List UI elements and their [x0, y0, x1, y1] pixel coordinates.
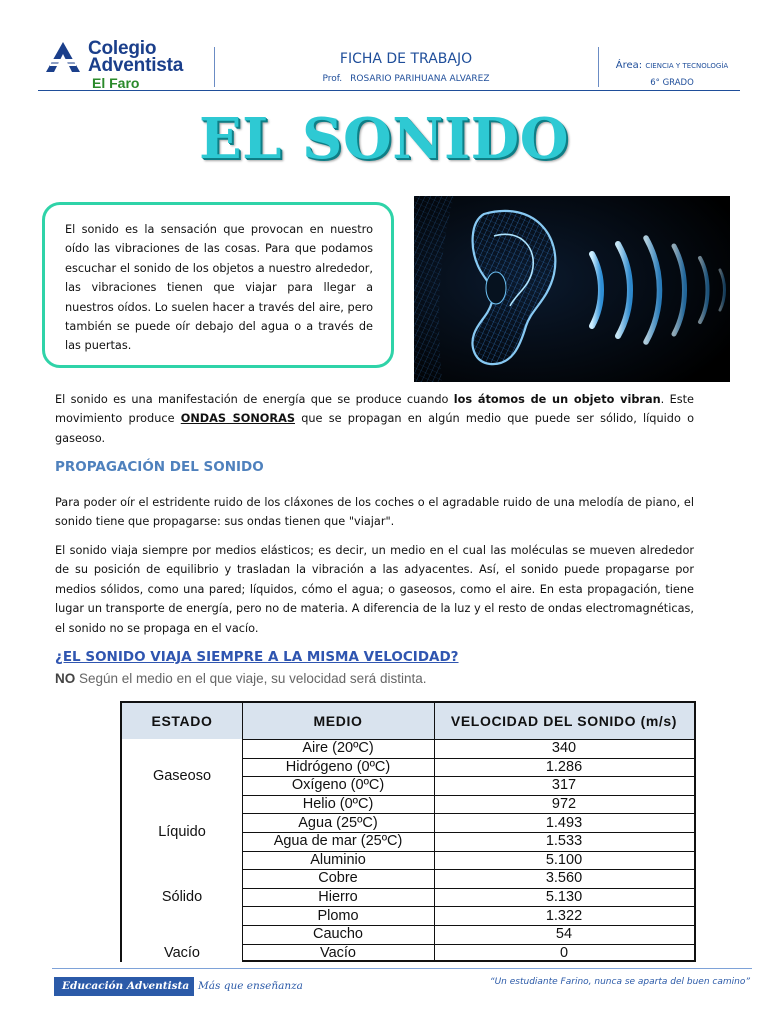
footer-tagline: Más que enseñanza — [198, 980, 303, 992]
speed-cell: 1.533 — [545, 833, 583, 850]
medium-cell: Caucho — [313, 926, 363, 943]
table-gridline — [242, 776, 694, 777]
state-cell: Gaseoso — [122, 739, 242, 813]
heading-speed-question: ¿EL SONIDO VIAJA SIEMPRE A LA MISMA VELOCIDAD? — [55, 649, 459, 665]
p1-text-c: . Este movimiento produce — [55, 393, 695, 426]
heading-propagation: PROPAGACIÓN DEL SONIDO — [55, 459, 264, 475]
speed-answer — [55, 671, 426, 686]
medium-cell: Agua de mar (25ºC) — [273, 833, 403, 850]
footer-badge: Educación Adventista — [54, 977, 194, 996]
teacher-name: ROSARIO PARIHUANA ALVAREZ — [350, 74, 490, 84]
column-header: VELOCIDAD DEL SONIDO (m/s) — [434, 703, 694, 739]
medium-cell: Agua (25ºC) — [298, 814, 378, 831]
school-name-line1: Colegio — [88, 38, 157, 59]
header-divider — [214, 47, 215, 87]
state-cell: Vacío — [122, 944, 242, 963]
speed-cell: 1.322 — [545, 907, 583, 924]
grade-label: 6° GRADO — [650, 78, 694, 88]
footer-quote: “Un estudiante Farino, nunca se aparta del buen camino” — [489, 977, 750, 987]
speed-cell: 3.560 — [545, 870, 583, 887]
teacher-label: Prof. — [322, 74, 343, 84]
table-gridline — [242, 925, 694, 926]
medium-cell: Hidrógeno (0ºC) — [285, 758, 391, 775]
paragraph-propagation-intro: Para poder oír el estridente ruido de los cláxones de los coches o el agradable ruido de una melodía de piano, el sonido tiene que propagarse: sus ondas tienen que "viajar". — [55, 496, 694, 529]
header-rule — [38, 90, 740, 91]
speed-cell: 317 — [551, 777, 577, 794]
table-gridline — [242, 888, 694, 889]
medium-cell: Cobre — [318, 870, 358, 887]
p1-bold-sound-waves: ONDAS SONORAS — [180, 412, 295, 426]
medium-cell: Aire (20ºC) — [302, 740, 374, 757]
column-header: MEDIO — [242, 703, 434, 739]
speed-cell: 54 — [555, 926, 573, 943]
speed-cell: 1.286 — [545, 758, 583, 775]
medium-cell: Vacío — [319, 944, 356, 961]
speed-table — [120, 701, 696, 962]
area-label: Área: — [615, 60, 643, 71]
p1-text-a: El sonido es una manifestación de energía que se produce cuando — [55, 393, 454, 406]
state-cell: Sólido — [122, 851, 242, 944]
answer-no: NO — [55, 671, 76, 686]
p1-text-e: que se propagan en algún medio que puede ser sólido, líquido o gaseoso. — [55, 412, 694, 445]
column-header: ESTADO — [122, 703, 242, 739]
speed-cell: 972 — [551, 796, 577, 813]
table-gridline — [242, 906, 694, 907]
speed-cell: 340 — [551, 740, 577, 757]
speed-cell: 5.130 — [545, 889, 583, 906]
table-gridline — [242, 758, 694, 759]
intro-box: El sonido es la sensación que provocan en nuestro oído las vibraciones de las cosas. Para que podamos escuchar el sonido de los objetos a nuestro alrededor, las vibraciones tienen que viajar para llegar a nuestros oídos. Lo suelen hacer a través del aire, pero también se puede oír debajo del agua o a través de las puertas. — [42, 202, 394, 368]
medium-cell: Hierro — [318, 889, 358, 906]
speed-cell: 1.493 — [545, 814, 583, 831]
header-divider — [598, 47, 599, 87]
teacher-line — [220, 74, 592, 84]
school-name-line2: Adventista — [88, 55, 184, 76]
medium-cell: Aluminio — [310, 851, 366, 868]
paragraph-sound-definition — [55, 390, 694, 448]
speed-cell: 5.100 — [545, 851, 583, 868]
ear-soundwave-image — [414, 196, 730, 382]
state-cell: Líquido — [122, 813, 242, 850]
p1-bold-atoms: los átomos de un objeto vibran — [453, 393, 661, 406]
speed-cell: 0 — [559, 944, 569, 961]
medium-cell: Plomo — [317, 907, 359, 924]
medium-cell: Oxígeno (0ºC) — [291, 777, 385, 794]
paragraph-elastic-media: El sonido viaja siempre por medios elásticos; es decir, un medio en el cual las moléculas se mueven alrededor de su posición de equilibrio y trasladan la vibración a las adyacentes. Así, el sonido puede propagarse por medios sólidos, como una pared; líquidos, cómo el agua; o gaseosos, como el aire. En esta propagación, tiene lugar un transporte de energía, pero no de materia. A diferencia de la luz y el resto de ondas electromagnéticas, el sonido no se propaga en el vacío. — [55, 544, 694, 635]
school-name-line3: El Faro — [92, 75, 140, 91]
table-gridline — [242, 832, 694, 833]
worksheet-label: FICHA DE TRABAJO — [339, 51, 473, 67]
footer-rule — [52, 968, 752, 969]
subject-area — [604, 60, 740, 71]
table-gridline — [242, 795, 694, 796]
medium-cell: Helio (0ºC) — [302, 796, 374, 813]
page-title: EL SONIDO — [198, 106, 569, 172]
area-value: CIENCIA Y TECNOLOGÍA — [645, 62, 729, 70]
school-logo-icon — [44, 41, 82, 73]
table-gridline — [242, 869, 694, 870]
answer-text: Según el medio en el que viaje, su velocidad será distinta. — [75, 671, 427, 686]
